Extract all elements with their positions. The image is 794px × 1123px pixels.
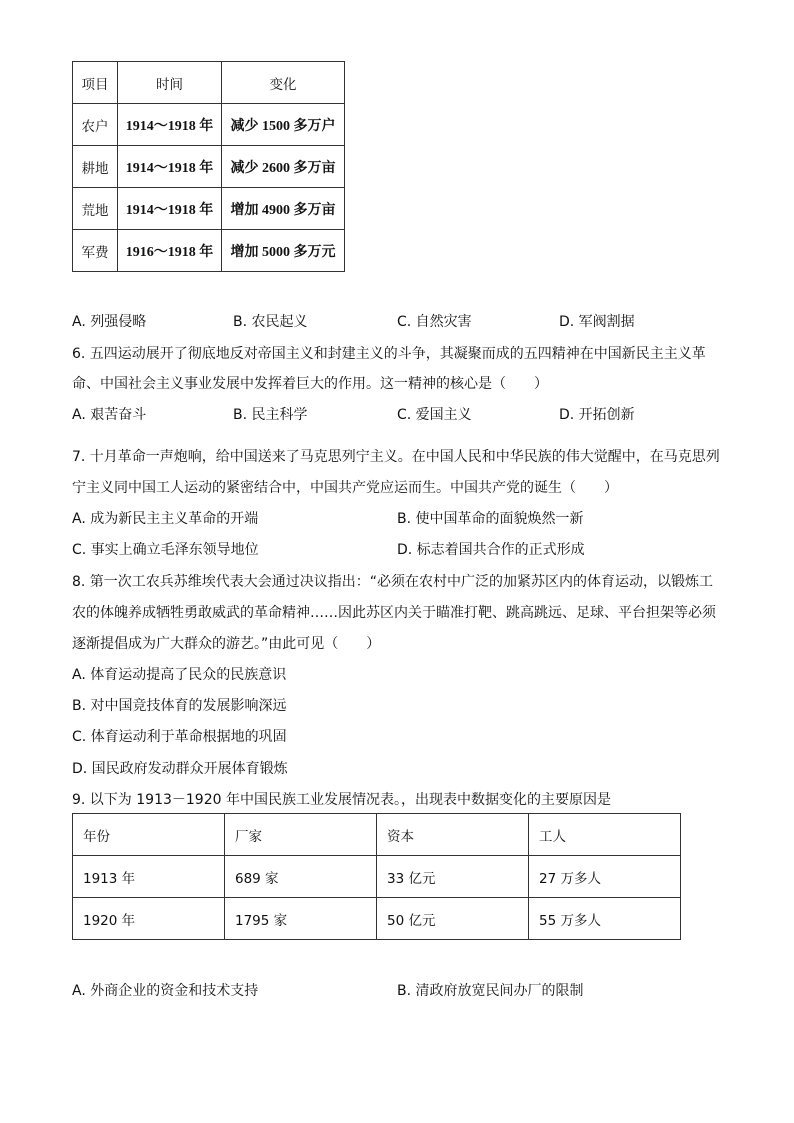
q5-option-b: B. 农民起义 — [233, 314, 308, 330]
q5-option-d: D. 军阀割据 — [559, 314, 635, 330]
q8-stem-line1: 8. 第一次工农兵苏维埃代表大会通过决议指出：“必须在农村中广泛的加紧苏区内的体育运动，以锻炼工 — [72, 574, 714, 590]
table-cell: 1914～1918 年 — [118, 188, 222, 230]
table-cell: 增加 5000 多万元 — [222, 230, 345, 272]
q7-option-a: A. 成为新民主主义革命的开端 — [72, 511, 259, 527]
table-cell: 1914～1918 年 — [118, 104, 222, 146]
table-header-row — [73, 814, 681, 856]
table-row — [73, 188, 345, 230]
table-cell: 荒地 — [73, 188, 118, 230]
q8-option-a: A. 体育运动提高了民众的民族意识 — [72, 667, 287, 683]
table-header-cell: 项目 — [73, 62, 118, 104]
q7-option-c: C. 事实上确立毛泽东领导地位 — [72, 542, 259, 558]
industry-development-table — [72, 813, 681, 940]
table-cell: 1916～1918 年 — [118, 230, 222, 272]
q9-option-a: A. 外商企业的资金和技术支持 — [72, 983, 259, 999]
table-cell: 33 亿元 — [377, 856, 529, 898]
q7-option-d: D. 标志着国共合作的正式形成 — [397, 542, 585, 558]
table-cell: 689 家 — [225, 856, 377, 898]
table-cell: 1913 年 — [73, 856, 225, 898]
table-cell: 增加 4900 多万亩 — [222, 188, 345, 230]
q9-option-b: B. 清政府放宽民间办厂的限制 — [397, 983, 584, 999]
q6-option-d: D. 开拓创新 — [559, 407, 635, 423]
q7-stem-line1: 7. 十月革命一声炮响，给中国送来了马克思列宁主义。在中国人民和中华民族的伟大觉醒中，在马克思列 — [72, 449, 720, 465]
table-header-row — [73, 62, 345, 104]
table-row — [73, 230, 345, 272]
q8-option-b: B. 对中国竞技体育的发展影响深远 — [72, 698, 287, 714]
table-cell: 1795 家 — [225, 898, 377, 940]
q6-option-b: B. 民主科学 — [233, 407, 308, 423]
table-cell: 50 亿元 — [377, 898, 529, 940]
q6-option-a: A. 艰苦奋斗 — [72, 407, 147, 423]
table-header-cell: 变化 — [222, 62, 345, 104]
q6-stem-line2: 命、中国社会主义事业发展中发挥着巨大的作用。这一精神的核心是（ ） — [72, 376, 548, 392]
table-header-cell: 时间 — [118, 62, 222, 104]
q9-stem: 9. 以下为 1913－1920 年中国民族工业发展情况表。，出现表中数据变化的主要原因是 — [72, 792, 611, 808]
reform-effects-table — [72, 61, 345, 272]
q8-option-c: C. 体育运动利于革命根据地的巩固 — [72, 729, 287, 745]
table-cell: 27 万多人 — [529, 856, 681, 898]
q8-stem-line3: 逐渐提倡成为广大群众的游艺。”由此可见（ ） — [72, 636, 381, 652]
q5-option-c: C. 自然灾害 — [397, 314, 472, 330]
table-cell: 农户 — [73, 104, 118, 146]
table-row — [73, 856, 681, 898]
q6-option-c: C. 爱国主义 — [397, 407, 472, 423]
q8-option-d: D. 国民政府发动群众开展体育锻炼 — [72, 761, 288, 777]
table-row — [73, 146, 345, 188]
table-cell: 1920 年 — [73, 898, 225, 940]
table-cell: 55 万多人 — [529, 898, 681, 940]
table-row — [73, 104, 345, 146]
table-cell: 1914～1918 年 — [118, 146, 222, 188]
table-header-cell: 厂家 — [225, 814, 377, 856]
table-cell: 耕地 — [73, 146, 118, 188]
table-header-cell: 资本 — [377, 814, 529, 856]
q6-stem-line1: 6. 五四运动展开了彻底地反对帝国主义和封建主义的斗争，其凝聚而成的五四精神在中国新民主主义革 — [72, 346, 706, 362]
table-cell: 军费 — [73, 230, 118, 272]
q7-option-b: B. 使中国革命的面貌焕然一新 — [397, 511, 584, 527]
table-cell: 减少 1500 多万户 — [222, 104, 345, 146]
q8-stem-line2: 农的体魄养成牺牲勇敢威武的革命精神……因此苏区内关于瞄准打靶、跳高跳远、足球、平台担架等必须 — [72, 605, 716, 621]
table-header-cell: 年份 — [73, 814, 225, 856]
q7-stem-line2: 宁主义同中国工人运动的紧密结合中，中国共产党应运而生。中国共产党的诞生（ ） — [72, 480, 618, 496]
table-header-cell: 工人 — [529, 814, 681, 856]
table-row — [73, 898, 681, 940]
table-cell: 减少 2600 多万亩 — [222, 146, 345, 188]
q5-option-a: A. 列强侵略 — [72, 314, 147, 330]
